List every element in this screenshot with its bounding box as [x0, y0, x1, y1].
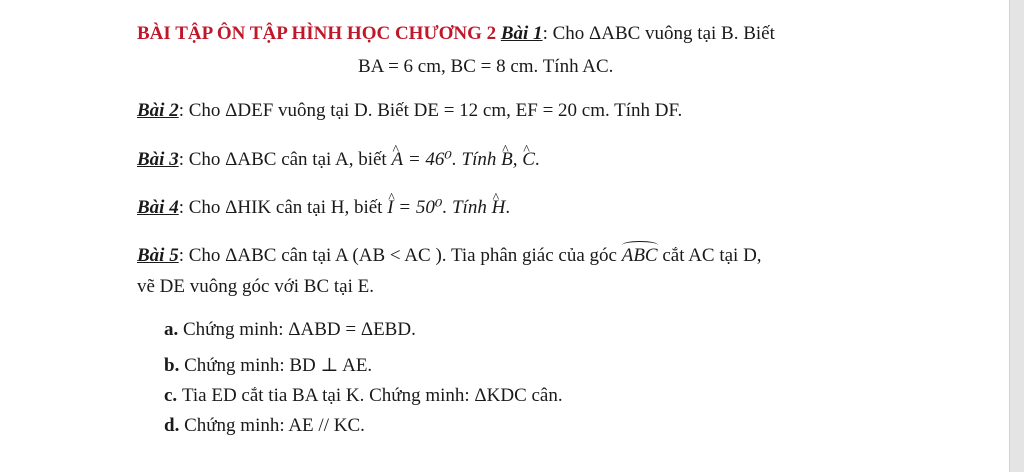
bai2-label: Bài 2 [137, 100, 179, 121]
bai5-line2: vẽ DE vuông góc với BC tại E. [137, 276, 374, 297]
item-text: Chứng minh: ΔABD = ΔEBD. [183, 319, 416, 340]
title-line [137, 22, 775, 46]
angle-abc-arc: ABC [621, 245, 658, 266]
bai3-text: : Cho ΔABC cân tại A, biết [178, 149, 392, 170]
angle-c: ^ C [522, 148, 535, 172]
item-label: d. [164, 415, 180, 436]
angle-i: ^ I [387, 196, 393, 220]
bai4-text: : Cho ΔHIK cân tại H, biết [178, 197, 388, 218]
bai5-label: Bài 5 [137, 245, 179, 266]
bai5-line1 [137, 244, 762, 268]
bai5-text: : Cho ΔABC cân tại A (AB < AC ). Tia phân giác của góc [178, 245, 622, 266]
bai2-line [137, 99, 682, 123]
angle-b: ^ B [501, 148, 513, 172]
bai3-eq: = 46⁰. Tính [403, 149, 502, 170]
item-label: a. [164, 319, 179, 340]
angle-h: ^ H [492, 196, 506, 220]
page-edge [1009, 0, 1024, 472]
bai4-eq: = 50⁰. Tính [393, 197, 492, 218]
bai5-text-b: cắt AC tại D, [657, 245, 762, 266]
bai3-label: Bài 3 [137, 149, 179, 170]
bai3-line [137, 148, 540, 172]
bai1-label: Bài 1 [500, 23, 543, 44]
bai4-line [137, 196, 510, 220]
document-title: BÀI TẬP ÔN TẬP HÌNH HỌC CHƯƠNG 2 [137, 23, 497, 44]
bai1-line2: BA = 6 cm, BC = 8 cm. Tính AC. [358, 56, 614, 77]
item-text: Chứng minh: AE // KC. [184, 415, 365, 436]
bai4-end: . [505, 197, 511, 218]
item-text: Chứng minh: BD ⊥ AE. [184, 355, 373, 376]
bai5-item-b [164, 354, 372, 378]
bai3-comma: , [512, 149, 523, 170]
item-label: b. [164, 355, 180, 376]
bai2-text: : Cho ΔDEF vuông tại D. Biết DE = 12 cm, EF = 20 cm. Tính DF. [178, 100, 683, 121]
angle-a: ^ A [391, 148, 403, 172]
bai5-item-d [164, 414, 365, 438]
item-label: c. [164, 385, 178, 406]
bai4-label: Bài 4 [137, 197, 179, 218]
bai5-item-c [164, 384, 563, 408]
bai5-item-a [164, 318, 416, 342]
item-text: Tia ED cắt tia BA tại K. Chứng minh: ΔKDC cân. [181, 385, 563, 406]
bai1-text: : Cho ΔABC vuông tại B. Biết [542, 23, 775, 44]
bai3-end: . [534, 149, 540, 170]
